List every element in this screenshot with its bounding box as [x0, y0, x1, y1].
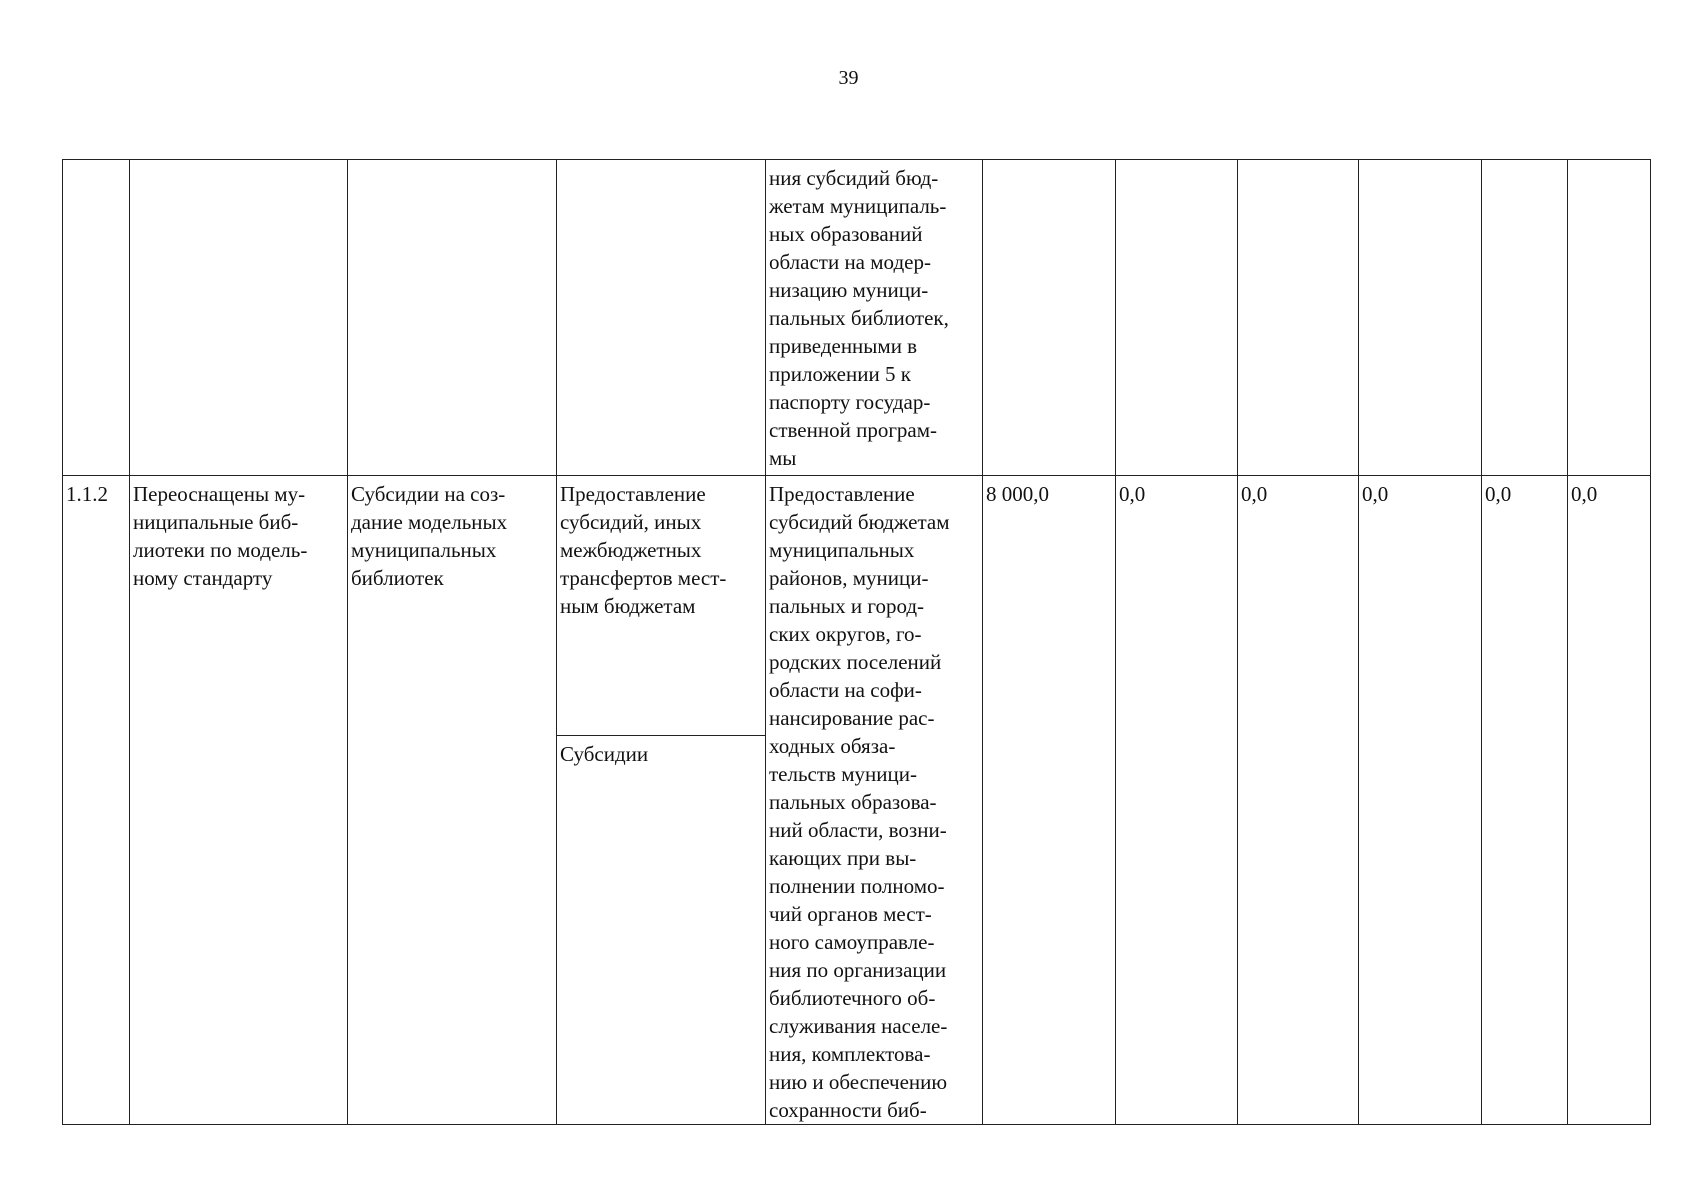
text-line: жетам муниципаль- [769, 194, 947, 218]
text-line: пальных библиотек, [769, 306, 949, 330]
cell-number [63, 160, 130, 476]
cell-value: 0,0 [1482, 476, 1568, 1125]
text-line: паспорту государ- [769, 390, 931, 414]
text-line: Переоснащены му- [133, 482, 306, 506]
text-line: кающих при вы- [769, 846, 917, 870]
text-line: ских округов, го- [769, 622, 922, 646]
text-line: Предоставление [769, 482, 915, 506]
text-line: ний области, возни- [769, 818, 947, 842]
cell-value: 0,0 [1568, 476, 1651, 1125]
text-line: области на софи- [769, 678, 922, 702]
text-line: субсидий, иных [560, 510, 702, 534]
cell-type-primary [557, 476, 766, 736]
text-line: библиотек [351, 566, 444, 590]
cell-measure [348, 476, 557, 1125]
program-table [62, 159, 1651, 1125]
text-line: пальных образова- [769, 790, 937, 814]
text-line: ходных обяза- [769, 734, 896, 758]
page-number: 39 [838, 67, 859, 89]
text-line: приложении 5 к [769, 362, 911, 386]
text-line: области на модер- [769, 250, 931, 274]
text-line: лиотеки по модель- [133, 538, 308, 562]
text-line: пальных и город- [769, 594, 925, 618]
text-line: родских поселений [769, 650, 942, 674]
cell-measure [348, 160, 557, 476]
text-line: Предоставление [560, 482, 706, 506]
text-line: муниципальных [351, 538, 497, 562]
text-line: субсидий бюджетам [769, 510, 950, 534]
text-line: районов, муници- [769, 566, 929, 590]
text-line: муниципальных [769, 538, 915, 562]
cell-value [1238, 160, 1359, 476]
text-line: ных образований [769, 222, 923, 246]
text-line: ным бюджетам [560, 594, 696, 618]
cell-value [1482, 160, 1568, 476]
table-row-continuation [63, 160, 1651, 476]
text-line: мы [769, 446, 797, 470]
text-line: ственной програм- [769, 418, 938, 442]
text-line: ния по организации [769, 958, 947, 982]
table-row-1-1-2 [63, 476, 1651, 736]
cell-spending-direction [766, 160, 983, 476]
text-line: низацию муници- [769, 278, 929, 302]
cell-result [130, 160, 348, 476]
cell-value [1568, 160, 1651, 476]
cell-value [1359, 160, 1482, 476]
cell-value: 0,0 [1238, 476, 1359, 1125]
text-line: библиотечного об- [769, 986, 936, 1010]
text-line: ниципальные биб- [133, 510, 299, 534]
text-line: приведенными в [769, 334, 918, 358]
cell-value: 0,0 [1116, 476, 1238, 1125]
text-line: ного самоуправле- [769, 930, 935, 954]
cell-value: 8 000,0 [983, 476, 1116, 1125]
text-line: чий органов мест- [769, 902, 932, 926]
text-line: Субсидии на соз- [351, 482, 506, 506]
text-line: межбюджетных [560, 538, 702, 562]
text-line: ния, комплектова- [769, 1042, 931, 1066]
cell-type-secondary: Субсидии [557, 735, 766, 1124]
text-line: ния субсидий бюд- [769, 166, 939, 190]
text-line: тельств муници- [769, 762, 917, 786]
cell-number: 1.1.2 [63, 476, 130, 1125]
cell-value: 0,0 [1359, 476, 1482, 1125]
cell-type [557, 160, 766, 476]
cell-value [983, 160, 1116, 476]
cell-spending-direction [766, 476, 983, 1125]
text-line: служивания населе- [769, 1014, 948, 1038]
cell-result [130, 476, 348, 1125]
text-line: нию и обеспечению [769, 1070, 948, 1094]
cell-value [1116, 160, 1238, 476]
text-line: нансирование рас- [769, 706, 935, 730]
text-line: дание модельных [351, 510, 508, 534]
text-line: ному стандарту [133, 566, 273, 590]
text-line: сохранности биб- [769, 1098, 927, 1122]
text-line: полнении полномо- [769, 874, 945, 898]
text-line: трансфертов мест- [560, 566, 727, 590]
